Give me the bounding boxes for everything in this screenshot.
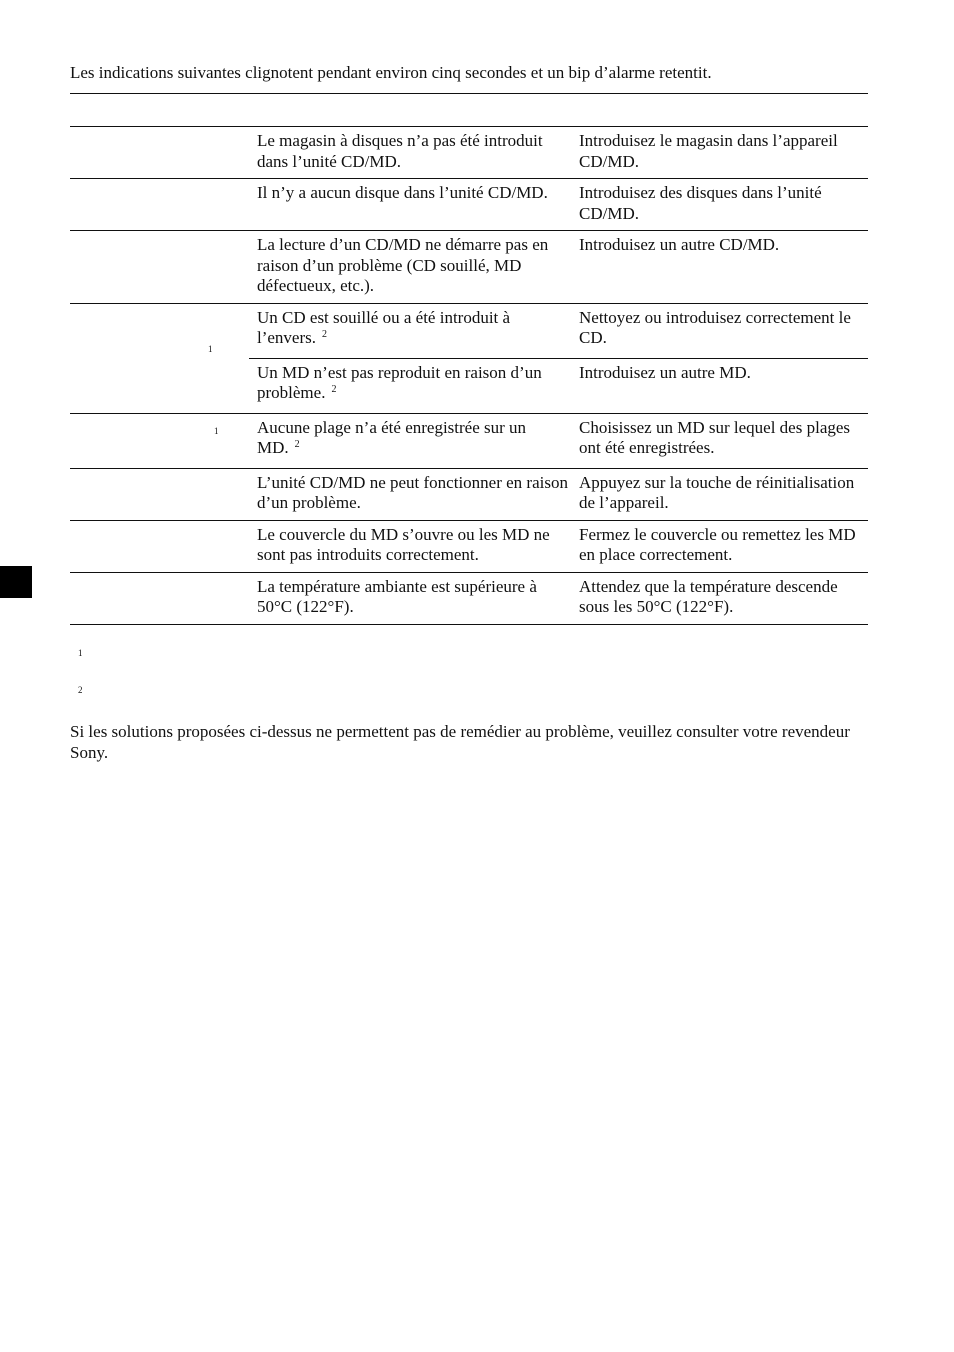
cause-text: Le couvercle du MD s’ouvre ou les MD ne sont pas introduits correctement. (257, 524, 550, 564)
table-row (70, 572, 868, 624)
table-row (70, 231, 868, 304)
footnote-ref: 2 (322, 329, 328, 340)
solution-cell (571, 520, 868, 572)
cause-cell (249, 572, 571, 624)
display-cell (70, 572, 249, 624)
cause-text: Aucune plage n’a été enregistrée sur un MD. (257, 417, 527, 457)
intro-paragraph: Les indications suivantes clignotent pendant environ cinq secondes et un bip d’alarme retentit. (70, 63, 712, 82)
solution-text: Appuyez sur la touche de réinitialisation de l’appareil. (579, 472, 855, 512)
top-rule (70, 93, 868, 94)
solution-cell (571, 413, 868, 468)
footnote-marker: 1 (214, 425, 219, 436)
footnote-ref: 2 (331, 384, 337, 395)
solution-text: Fermez le couvercle ou remettez les MD en place correctement. (579, 524, 856, 564)
solution-text: Choisissez un MD sur lequel des plages ont été enregistrées. (579, 417, 851, 457)
solution-text: Attendez que la température descende sous les 50°C (122°F). (579, 576, 838, 616)
table-row (70, 179, 868, 231)
solution-text: Introduisez des disques dans l’unité CD/MD. (579, 183, 822, 223)
table-row (70, 468, 868, 520)
cause-cell (249, 413, 571, 468)
table-row (70, 303, 868, 358)
cause-cell (249, 231, 571, 304)
cause-text: L’unité CD/MD ne peut fonctionner en raison d’un problème. (257, 472, 568, 512)
table-row (70, 520, 868, 572)
cause-cell (249, 358, 571, 413)
solution-text: Introduisez un autre CD/MD. (579, 235, 780, 254)
cause-cell (249, 127, 571, 179)
footnote-1: 1 (78, 648, 83, 658)
cause-text: Il n’y a aucun disque dans l’unité CD/MD. (257, 183, 548, 202)
solution-cell (571, 468, 868, 520)
footnote-2: 2 (78, 685, 83, 695)
cause-cell (249, 468, 571, 520)
solution-cell (571, 127, 868, 179)
display-cell (70, 413, 249, 468)
solution-cell (571, 572, 868, 624)
display-cell (70, 127, 249, 179)
solution-text: Introduisez le magasin dans l’appareil CD/MD. (579, 131, 838, 171)
table-row (70, 127, 868, 179)
cause-cell (249, 303, 571, 358)
cause-text: Un MD n’est pas reproduit en raison d’un problème. (257, 362, 542, 402)
solution-cell (571, 303, 868, 358)
solution-cell (571, 358, 868, 413)
solution-text: Introduisez un autre MD. (579, 362, 751, 382)
cause-text: La lecture d’un CD/MD ne démarre pas en raison d’un problème (CD souillé, MD défectueux, etc.). (257, 235, 549, 295)
footnote-marker: 1 (208, 343, 213, 354)
solution-cell (571, 231, 868, 304)
cause-text: Un CD est souillé ou a été introduit à l’envers. (257, 307, 511, 347)
display-cell (70, 179, 249, 231)
error-table (70, 126, 868, 625)
outro-paragraph: Si les solutions proposées ci-dessus ne permettent pas de remédier au problème, veuillez consulter votre revendeur Sony. (70, 722, 850, 762)
display-cell (70, 231, 249, 304)
cause-cell (249, 520, 571, 572)
display-cell (70, 520, 249, 572)
cause-cell (249, 179, 571, 231)
solution-cell (571, 179, 868, 231)
display-cell (70, 303, 249, 413)
page-tab-marker (0, 566, 32, 598)
display-cell (70, 468, 249, 520)
solution-text: Nettoyez ou introduisez correctement le CD. (579, 307, 851, 347)
table-row (70, 413, 868, 468)
cause-text: Le magasin à disques n’a pas été introduit dans l’unité CD/MD. (257, 131, 543, 171)
footnote-ref: 2 (294, 439, 300, 450)
cause-text: La température ambiante est supérieure à 50°C (122°F). (257, 576, 537, 616)
